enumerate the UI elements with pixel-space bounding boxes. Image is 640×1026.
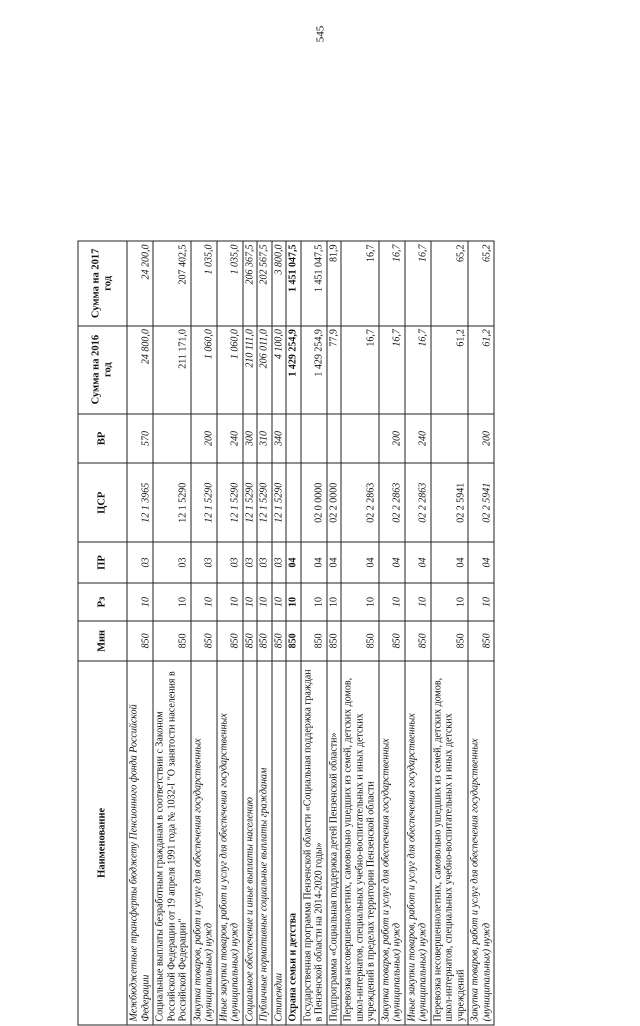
row-csr-cell: 02 0 0000 [301, 463, 327, 542]
row-rz-cell: 10 [257, 583, 272, 621]
row-rz-cell: 10 [301, 583, 327, 621]
row-sum-2017-cell: 16,7 [405, 241, 431, 326]
row-vr-cell [341, 414, 379, 464]
row-name-cell: Социальное обеспечение и иные выплаты населению [243, 661, 258, 1025]
row-sum-2017-cell: 207 402,5 [153, 241, 191, 326]
table-row [257, 241, 272, 1025]
row-csr-cell: 02 2 2863 [341, 463, 379, 542]
table-row [286, 241, 301, 1025]
header-pr: ПР [78, 542, 127, 583]
table-row [217, 241, 243, 1025]
rotated-table-container [78, 241, 598, 1026]
row-sum-2017-cell: 3 800,0 [272, 241, 287, 326]
header-sum-2016: Сумма на 2016 год [78, 326, 127, 414]
row-pr-cell: 03 [153, 542, 191, 583]
row-rz-cell: 10 [341, 583, 379, 621]
row-name-cell: Закупка товаров, работ и услуг для обеспечения государственных (муниципальных) нужд [191, 661, 217, 1025]
row-sum-2017-cell: 81,9 [327, 241, 342, 326]
row-min-cell: 850 [257, 621, 272, 660]
row-min-cell: 850 [341, 621, 379, 660]
page-number [0, 25, 640, 43]
row-rz-cell: 10 [272, 583, 287, 621]
row-rz-cell: 10 [468, 583, 494, 621]
row-vr-cell [431, 414, 469, 464]
row-sum-2016-cell: 1 429 254,9 [286, 326, 301, 414]
row-sum-2016-cell: 16,7 [379, 326, 405, 414]
header-row [78, 241, 127, 1025]
row-sum-2016-cell: 16,7 [405, 326, 431, 414]
row-pr-cell: 03 [127, 542, 153, 583]
row-min-cell: 850 [431, 621, 469, 660]
row-sum-2017-cell: 1 451 047,5 [301, 241, 327, 326]
table-row [301, 241, 327, 1025]
row-min-cell: 850 [243, 621, 258, 660]
row-sum-2017-cell: 16,7 [379, 241, 405, 326]
row-rz-cell: 10 [286, 583, 301, 621]
row-rz-cell: 10 [191, 583, 217, 621]
header-rz: Рз [78, 583, 127, 621]
table-row [468, 241, 494, 1025]
row-pr-cell: 04 [301, 542, 327, 583]
row-sum-2017-cell: 65,2 [431, 241, 469, 326]
table-row [127, 241, 153, 1025]
row-csr-cell: 02 2 2863 [379, 463, 405, 542]
row-name-cell: Закупка товаров, работ и услуг для обеспечения государственных (муниципальных) нужд [468, 661, 494, 1025]
row-rz-cell: 10 [379, 583, 405, 621]
row-min-cell: 850 [127, 621, 153, 660]
row-sum-2017-cell: 24 200,0 [127, 241, 153, 326]
row-rz-cell: 10 [217, 583, 243, 621]
table-row [272, 241, 287, 1025]
row-sum-2016-cell: 1 060,0 [217, 326, 243, 414]
row-pr-cell: 03 [217, 542, 243, 583]
row-pr-cell: 03 [191, 542, 217, 583]
row-csr-cell: 02 2 2863 [405, 463, 431, 542]
row-min-cell: 850 [153, 621, 191, 660]
row-sum-2016-cell: 77,9 [327, 326, 342, 414]
row-rz-cell: 10 [431, 583, 469, 621]
table-row [431, 241, 469, 1025]
row-sum-2016-cell: 210 111,0 [243, 326, 258, 414]
row-csr-cell: 12 1 5290 [272, 463, 287, 542]
row-pr-cell: 03 [257, 542, 272, 583]
row-vr-cell: 300 [243, 414, 258, 464]
row-name-cell: Государственная программа Пензенской области «Социальная поддержка граждан в Пензенской области на 2014-2020 годы» [301, 661, 327, 1025]
table-row [379, 241, 405, 1025]
row-pr-cell: 03 [272, 542, 287, 583]
row-csr-cell: 12 1 5290 [153, 463, 191, 542]
row-pr-cell: 04 [431, 542, 469, 583]
row-name-cell: Подпрограмма «Социальная поддержка детей Пензенской области» [327, 661, 342, 1025]
row-vr-cell: 310 [257, 414, 272, 464]
row-sum-2016-cell: 1 060,0 [191, 326, 217, 414]
row-min-cell: 850 [379, 621, 405, 660]
row-vr-cell: 570 [127, 414, 153, 464]
row-vr-cell [286, 414, 301, 464]
row-csr-cell: 12 1 5290 [217, 463, 243, 542]
row-min-cell: 850 [405, 621, 431, 660]
table-body [127, 241, 494, 1025]
row-sum-2016-cell: 24 800,0 [127, 326, 153, 414]
header-csr: ЦСР [78, 463, 127, 542]
row-min-cell: 850 [327, 621, 342, 660]
row-name-cell: Публичные нормативные социальные выплаты гражданам [257, 661, 272, 1025]
row-sum-2017-cell: 1 451 047,5 [286, 241, 301, 326]
row-name-cell: Социальные выплаты безработным гражданам в соответствии с Законом Российской Федерации от 19 апреля 1991 года № 1032-I "О занятости населения в Российской Федерации" [153, 661, 191, 1025]
row-pr-cell: 04 [341, 542, 379, 583]
row-sum-2016-cell: 61,2 [431, 326, 469, 414]
row-min-cell: 850 [468, 621, 494, 660]
row-csr-cell: 02 2 5941 [431, 463, 469, 542]
row-rz-cell: 10 [327, 583, 342, 621]
row-csr-cell: 12 1 5290 [243, 463, 258, 542]
row-vr-cell: 340 [272, 414, 287, 464]
row-pr-cell: 04 [327, 542, 342, 583]
row-rz-cell: 10 [127, 583, 153, 621]
row-min-cell: 850 [286, 621, 301, 660]
row-sum-2017-cell: 206 367,5 [243, 241, 258, 326]
row-name-cell: Перевозка несовершеннолетних, самовольно ушедших из семей, детских домов, школ-интернатов, специальных учебно-воспитательных и иных детских учреждений [431, 661, 469, 1025]
row-sum-2016-cell: 211 171,0 [153, 326, 191, 414]
row-sum-2016-cell: 4 100,0 [272, 326, 287, 414]
row-name-cell: Перевозка несовершеннолетних, самовольно ушедших из семей, детских домов, школ-интернатов, специальных учебно-воспитательных и иных детских учреждений в пределах территории Пензенской области [341, 661, 379, 1025]
row-vr-cell [153, 414, 191, 464]
row-sum-2016-cell: 206 011,0 [257, 326, 272, 414]
row-csr-cell: 02 2 5941 [468, 463, 494, 542]
row-name-cell: Стипендии [272, 661, 287, 1025]
row-vr-cell [327, 414, 342, 464]
row-name-cell: Закупка товаров, работ и услуг для обеспечения государственных (муниципальных) нужд [379, 661, 405, 1025]
row-rz-cell: 10 [405, 583, 431, 621]
row-vr-cell: 200 [468, 414, 494, 464]
row-name-cell: Охрана семьи и детства [286, 661, 301, 1025]
row-rz-cell: 10 [153, 583, 191, 621]
header-sum-2017: Сумма на 2017 год [78, 241, 127, 326]
row-sum-2017-cell: 202 567,5 [257, 241, 272, 326]
row-sum-2017-cell: 1 035,0 [191, 241, 217, 326]
header-name: Наименование [78, 661, 127, 1025]
row-csr-cell: 12 1 5290 [257, 463, 272, 542]
row-vr-cell [301, 414, 327, 464]
table-row [341, 241, 379, 1025]
table-row [243, 241, 258, 1025]
row-csr-cell: 12 1 3965 [127, 463, 153, 542]
row-vr-cell: 200 [379, 414, 405, 464]
row-pr-cell: 04 [468, 542, 494, 583]
table-row [153, 241, 191, 1025]
row-min-cell: 850 [301, 621, 327, 660]
table-row [405, 241, 431, 1025]
row-name-cell: Иные закупки товаров, работ и услуг для обеспечения государственных (муниципальных) нужд [217, 661, 243, 1025]
row-sum-2016-cell: 61,2 [468, 326, 494, 414]
row-min-cell: 850 [217, 621, 243, 660]
row-vr-cell: 240 [217, 414, 243, 464]
row-sum-2017-cell: 1 035,0 [217, 241, 243, 326]
page-number-text: 545 [314, 25, 326, 43]
row-min-cell: 850 [272, 621, 287, 660]
row-vr-cell: 200 [191, 414, 217, 464]
row-pr-cell: 04 [286, 542, 301, 583]
row-vr-cell: 240 [405, 414, 431, 464]
row-sum-2017-cell: 65,2 [468, 241, 494, 326]
row-pr-cell: 04 [405, 542, 431, 583]
row-pr-cell: 04 [379, 542, 405, 583]
row-name-cell: Межбюджетные трансферты бюджету Пенсионного фонда Российской Федерации [127, 661, 153, 1025]
row-sum-2016-cell: 16,7 [341, 326, 379, 414]
row-csr-cell [286, 463, 301, 542]
table-row [327, 241, 342, 1025]
table-header [78, 241, 127, 1025]
row-csr-cell: 02 2 0000 [327, 463, 342, 542]
row-pr-cell: 03 [243, 542, 258, 583]
table-row [191, 241, 217, 1025]
row-name-cell: Иные закупки товаров, работ и услуг для обеспечения государственных (муниципальных) нужд [405, 661, 431, 1025]
row-sum-2016-cell: 1 429 254,9 [301, 326, 327, 414]
row-sum-2017-cell: 16,7 [341, 241, 379, 326]
row-csr-cell: 12 1 5290 [191, 463, 217, 542]
row-min-cell: 850 [191, 621, 217, 660]
header-vr: ВР [78, 414, 127, 464]
row-rz-cell: 10 [243, 583, 258, 621]
budget-table [78, 241, 495, 1026]
header-min: Мин [78, 621, 127, 660]
